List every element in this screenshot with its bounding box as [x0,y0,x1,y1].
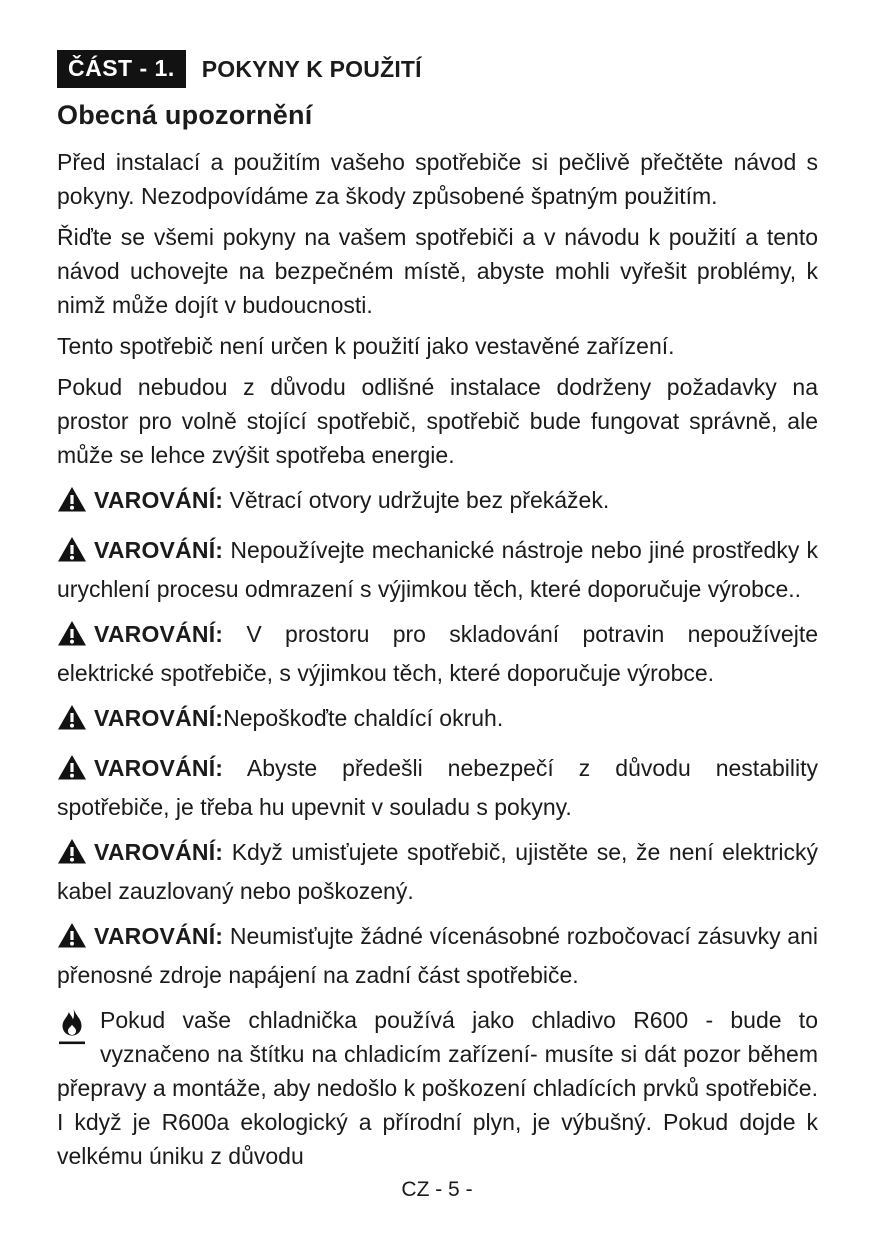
warning-text: Když umisťujete spotřebič, ujistěte se, že není elektrický kabel zauzlovaný nebo poškozený. [57,839,818,904]
warning-text: Nepoškoďte chaldící okruh. [223,705,504,731]
warning-text: Abyste předešli nebezpečí z důvodu nestability spotřebiče, je třeba hu upevnit v souladu s pokyny. [57,755,818,820]
warning-text: Neumisťujte žádné vícenásobné rozbočovací zásuvky ani přenosné zdroje napájení na zadní část spotřebiče. [57,923,818,988]
flammable-note-text: Pokud vaše chladnička používá jako chladivo R600 - bude to vyznačeno na štítku na chladicím zařízení- musíte si dát pozor během přepravy a montáže, aby nedošlo k poškození chladících prvků spotřebiče. I když je R600a ekologický a přírodní plyn, je výbušný. Pokud dojde k velkému úniku z důvodu [57,1007,818,1169]
warning-item [57,701,818,740]
warning-item [57,533,818,606]
warning-triangle-icon [57,704,87,740]
warning-label: VAROVÁNÍ: [94,755,224,781]
warning-triangle-icon [57,838,87,874]
warning-label: VAROVÁNÍ: [94,705,224,731]
chapter-title: POKYNY K POUŽITÍ [201,55,422,82]
warning-label: VAROVÁNÍ: [94,537,224,563]
warning-triangle-icon [57,486,87,522]
paragraph-installation: Pokud nebudou z důvodu odlišné instalace dodrženy požadavky na prostor pro volně stojící spotřebič, spotřebič bude fungovat správně, ale může se lehce zvýšit spotřeba energie. [57,374,818,468]
warning-text: Nepoužívejte mechanické nástroje nebo jiné prostředky k urychlení procesu odmrazení s výjimkou těch, které doporučuje výrobce.. [57,537,818,602]
warning-label: VAROVÁNÍ: [94,923,224,949]
warning-label: VAROVÁNÍ: [94,839,224,865]
warning-text: V prostoru pro skladování potravin nepoužívejte elektrické spotřebiče, s výjimkou těch, které doporučuje výrobce. [57,621,818,686]
warning-triangle-icon [57,620,87,656]
section-header [57,50,818,88]
warning-item [57,751,818,824]
part-badge: ČÁST - 1. [57,50,186,88]
warning-label: VAROVÁNÍ: [94,621,224,647]
warning-item [57,483,818,522]
paragraph-intro: Před instalací a použitím vašeho spotřebiče si pečlivě přečtěte návod s pokyny. Nezodpovídáme za škody způsobené špatným použitím. [57,149,818,209]
flame-icon [57,1007,91,1069]
warning-triangle-icon [57,922,87,958]
flammable-note [57,1003,818,1173]
warning-item [57,919,818,992]
warning-item [57,617,818,690]
warning-text: Větrací otvory udržujte bez překážek. [223,487,610,513]
page-number: CZ - 5 - [401,1178,473,1201]
warning-triangle-icon [57,536,87,572]
warning-label: VAROVÁNÍ: [94,487,224,513]
paragraph-built-in: Tento spotřebič není určen k použití jako vestavěné zařízení. [57,333,675,359]
paragraph-instructions: Řiďte se všemi pokyny na vašem spotřebiči a v návodu k použití a tento návod uchovejte na bezpečném místě, abyste mohli vyřešit problémy, k nimž může dojít v budoucnosti. [57,224,818,318]
page-title: Obecná upozornění [57,100,313,130]
warning-triangle-icon [57,754,87,790]
warning-item [57,835,818,908]
